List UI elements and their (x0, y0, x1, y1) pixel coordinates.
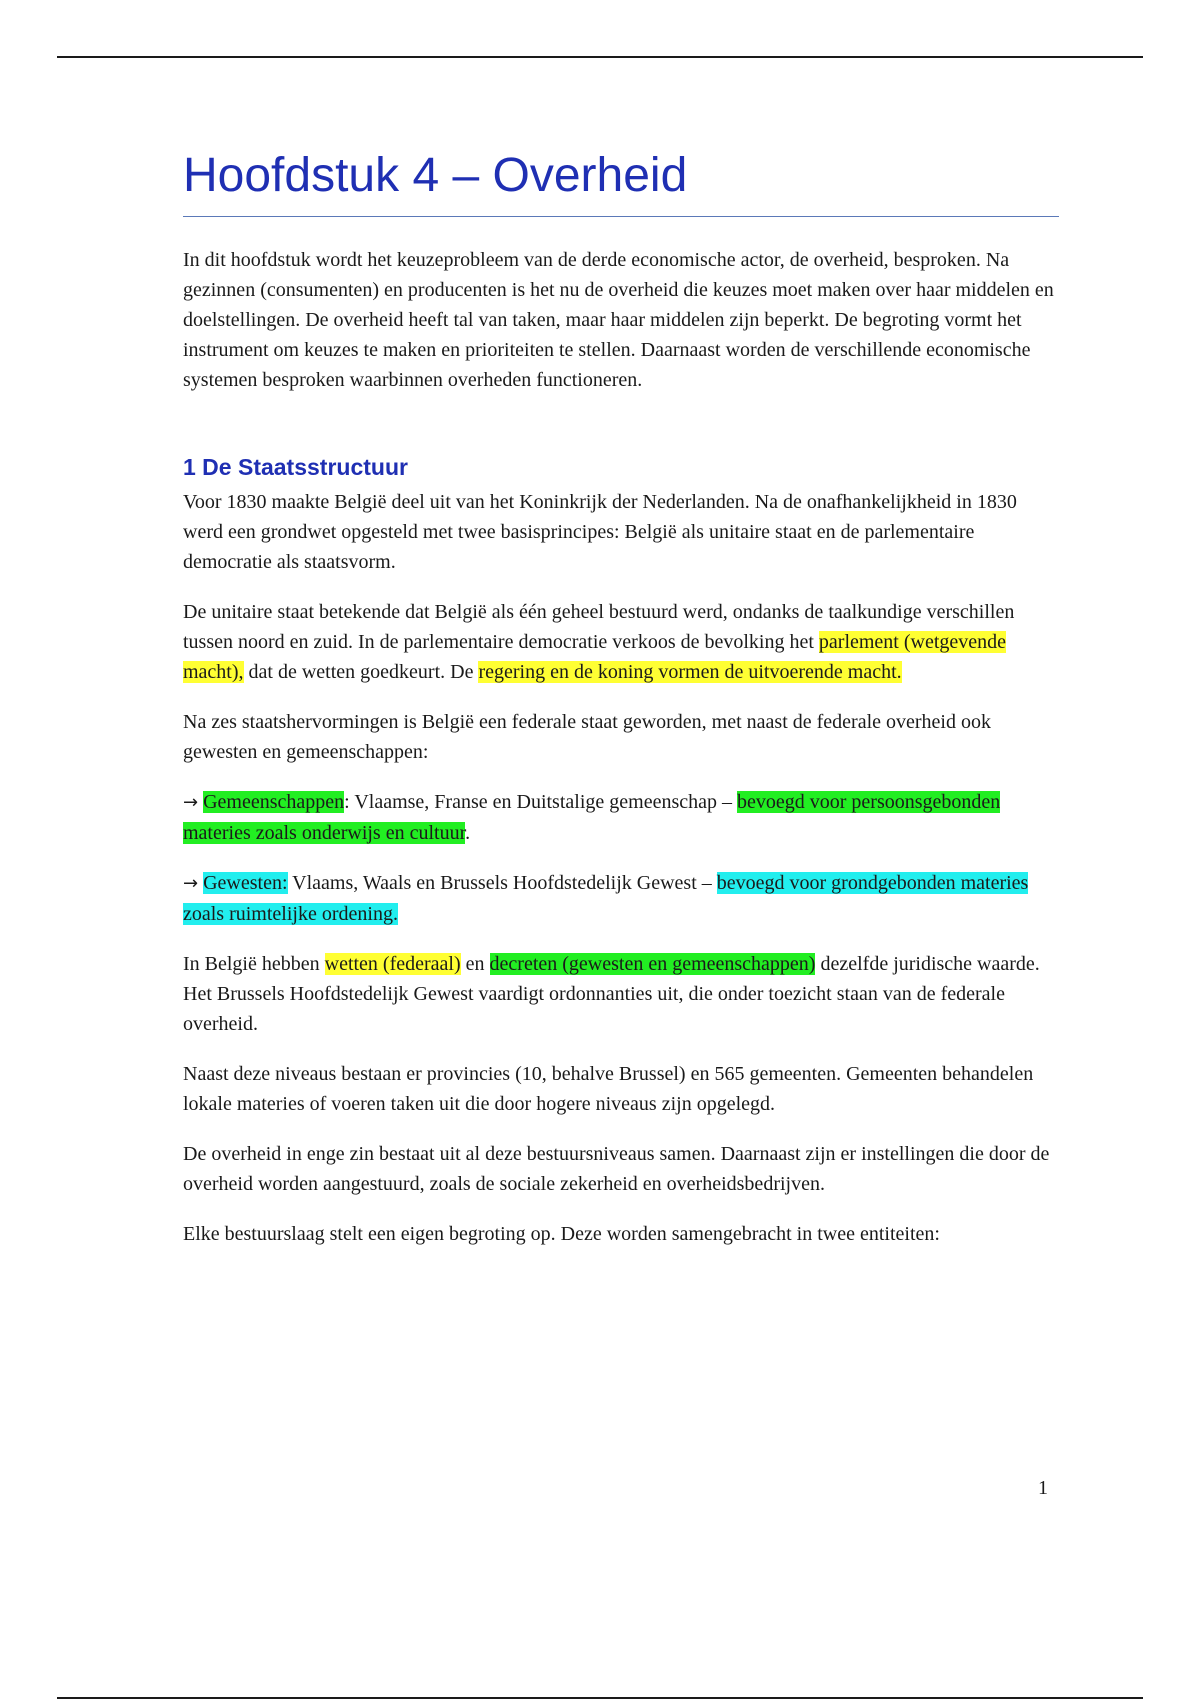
highlight-gemeenschappen: Gemeenschappen (203, 791, 345, 813)
text-run: Vlaams, Waals en Brussels Hoofdstedelijk Gewest – (287, 872, 717, 894)
highlight-wetten: wetten (federaal) (324, 953, 461, 975)
document-body (183, 146, 1059, 1269)
arrow-icon: → (183, 873, 199, 894)
highlight-decreten: decreten (gewesten en gemeenschappen) (489, 953, 816, 975)
text-run: dezelfde juridische waarde. Het Brussels Hoofdstedelijk Gewest vaardigt ordonnanties uit, die onder toezicht staan van de federale overheid. (183, 953, 1040, 1035)
highlight-gewesten: Gewesten: (203, 872, 288, 894)
paragraph-government-narrow: De overheid in enge zin bestaat uit al deze bestuursniveaus samen. Daarnaast zijn er instellingen die door de overheid worden aangestuurd, zoals de sociale zekerheid en overheidsbedrijven. (183, 1143, 1050, 1195)
paragraph-budget: Elke bestuurslaag stelt een eigen begroting op. Deze worden samengebracht in twee entiteiten: (183, 1223, 940, 1245)
paragraph-history: Voor 1830 maakte België deel uit van het Koninkrijk der Nederlanden. Na de onafhankelijkheid in 1830 werd een grondwet opgesteld met twee basisprincipes: België als unitaire staat en de parlementaire democratie als staatsvorm. (183, 491, 1017, 573)
paragraph-legal-value (183, 949, 1059, 1039)
arrow-icon: → (183, 792, 199, 813)
intro-paragraph: In dit hoofdstuk wordt het keuzeprobleem van de derde economische actor, de overheid, besproken. Na gezinnen (consumenten) en producenten is het nu de overheid die keuzes moet maken over haar middelen en doelstellingen. De overheid heeft tal van taken, maar haar middelen zijn beperkt. De begroting vormt het instrument om keuzes te maken en prioriteiten te stellen. Daarnaast worden de verschillende economische systemen besproken waarbinnen overheden functioneren. (183, 249, 1054, 391)
highlight-regering: regering en de koning vormen de uitvoerende macht. (478, 661, 902, 683)
highlight-parlement: parlement (wetgevende macht), (183, 631, 1007, 683)
section-heading: 1 De Staatsstructuur (183, 454, 408, 480)
text-run: dat de wetten goedkeurt. De (243, 661, 479, 683)
text-run: In België hebben (183, 953, 325, 975)
paragraph-gemeenschappen (183, 787, 1059, 848)
text-run: : Vlaamse, Franse en Duitstalige gemeenschap – (344, 791, 737, 813)
page-number: 1 (1038, 1477, 1048, 1499)
paragraph-provinces: Naast deze niveaus bestaan er provincies (10, behalve Brussel) en 565 gemeenten. Gemeenten behandelen lokale materies of voeren taken uit die door hogere niveaus zijn opgelegd. (183, 1063, 1034, 1115)
text-run: De unitaire staat betekende dat België als één geheel bestuurd werd, ondanks de taalkundige verschillen tussen noord en zuid. In de parlementaire democratie verkoos de bevolking het (183, 601, 1015, 653)
section-staatsstructuur (183, 451, 1059, 1249)
paragraph-federal-state: Na zes staatshervormingen is België een federale staat geworden, met naast de federale overheid ook gewesten en gemeenschappen: (183, 711, 991, 763)
page-bottom-rule (57, 1697, 1143, 1699)
text-run: . (465, 822, 471, 844)
text-run: en (460, 953, 490, 975)
paragraph-unitary-state (183, 597, 1059, 687)
highlight-grondgebonden: bevoegd voor grondgebonden materies zoals ruimtelijke ordening. (183, 872, 1029, 925)
page-top-rule (57, 56, 1143, 58)
highlight-persoonsgebonden: bevoegd voor persoonsgebonden materies zoals onderwijs en cultuur (183, 791, 1001, 844)
chapter-title: Hoofdstuk 4 – Overheid (183, 146, 1059, 217)
paragraph-gewesten (183, 868, 1059, 929)
